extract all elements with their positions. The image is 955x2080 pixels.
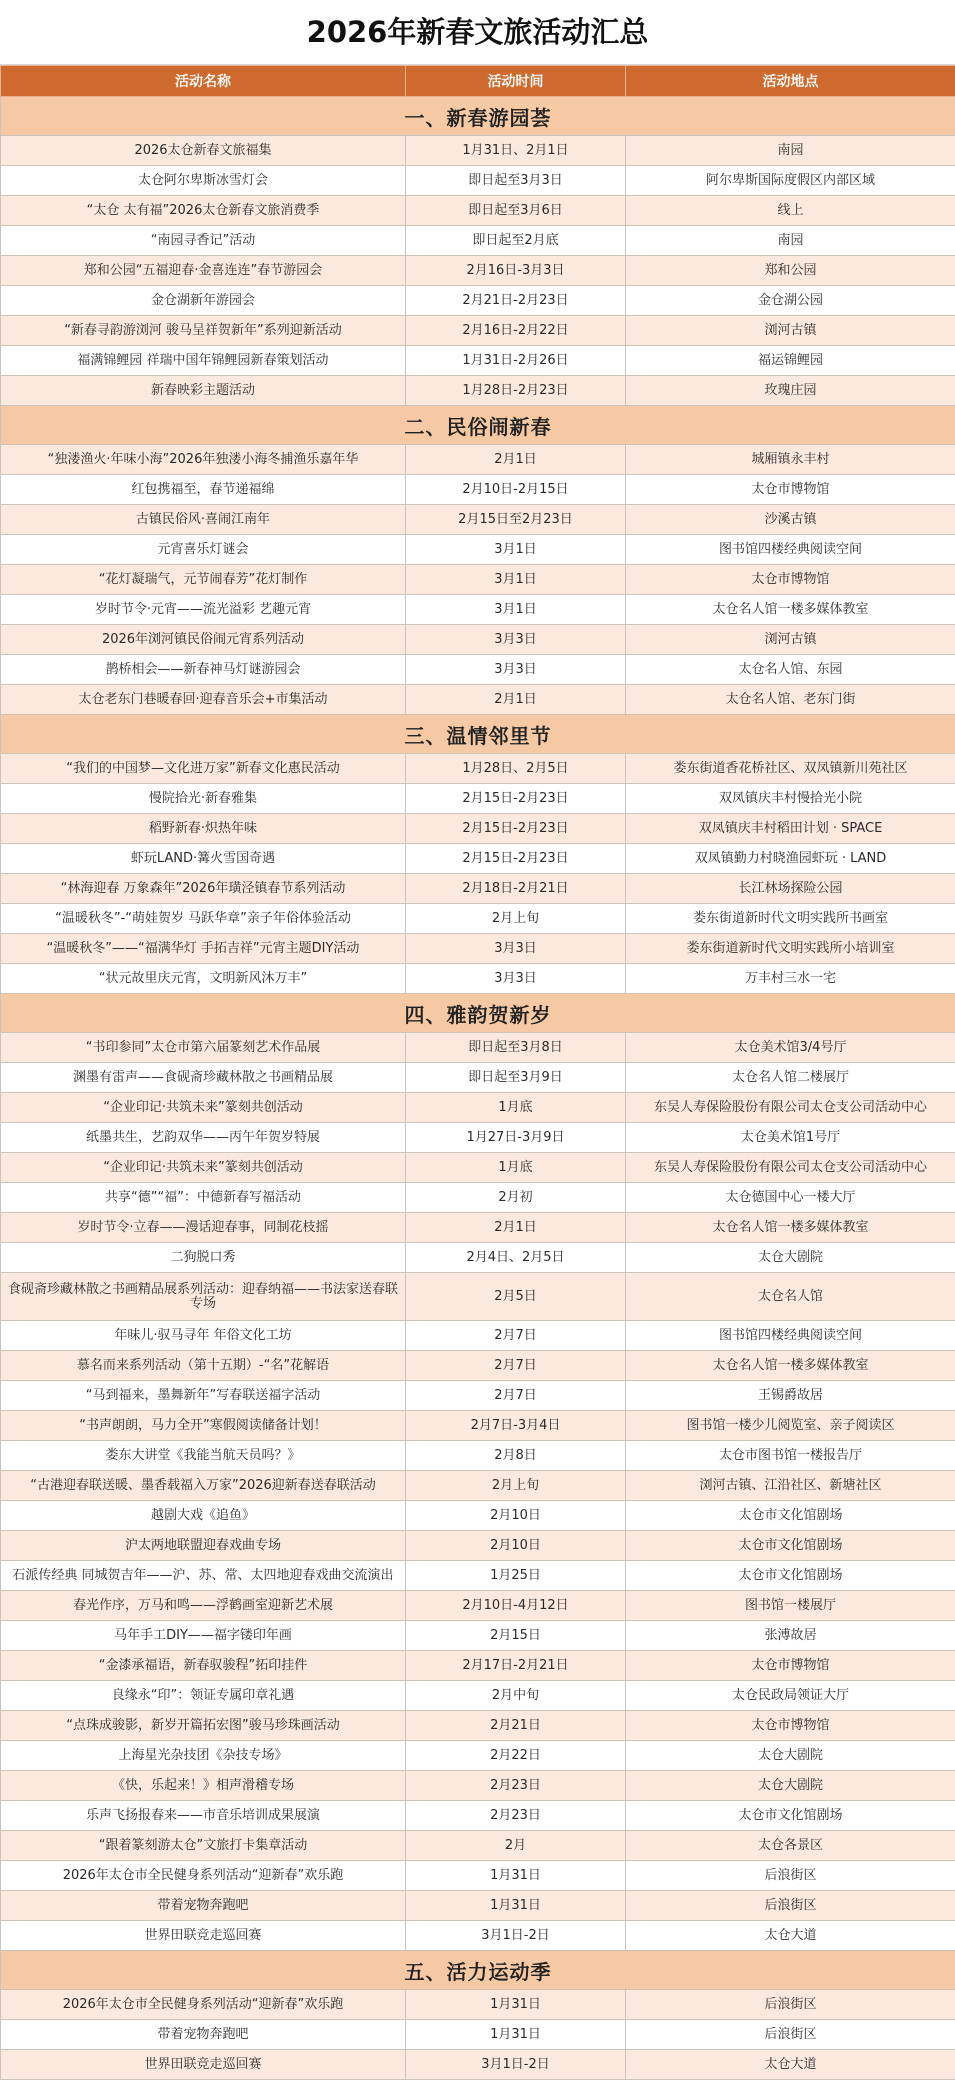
cell-activity-name: 渊墨有雷声——食砚斋珍藏林散之书画精品展 — [1, 1063, 406, 1093]
table-row — [1, 1273, 955, 1321]
cell-activity-location: 太仓市博物馆 — [626, 1711, 955, 1741]
cell-activity-location: 后浪街区 — [626, 1861, 955, 1891]
table-row — [1, 685, 955, 715]
cell-activity-name: 虾玩LAND·篝火雪国奇遇 — [1, 844, 406, 874]
table-row — [1, 1621, 955, 1651]
cell-activity-time: 2月18日-2月21日 — [406, 874, 626, 904]
cell-activity-time: 3月3日 — [406, 964, 626, 994]
cell-activity-time: 2月10日-2月15日 — [406, 475, 626, 505]
table-row — [1, 475, 955, 505]
cell-activity-time: 3月3日 — [406, 934, 626, 964]
cell-activity-location: 浏河古镇 — [626, 625, 955, 655]
cell-activity-name: “南园寻香记”活动 — [1, 226, 406, 256]
cell-activity-location: 沙溪古镇 — [626, 505, 955, 535]
table-row — [1, 1861, 955, 1891]
table-row — [1, 1501, 955, 1531]
cell-activity-location: 太仓名人馆一楼多媒体教室 — [626, 1213, 955, 1243]
table-row — [1, 1681, 955, 1711]
section-title: 五、活力运动季 — [1, 1951, 955, 1990]
cell-activity-name: 纸墨共生，艺韵双华——丙午年贺岁特展 — [1, 1123, 406, 1153]
cell-activity-time: 2月初 — [406, 1183, 626, 1213]
cell-activity-name: “新春寻韵游浏河 骏马呈祥贺新年”系列迎新活动 — [1, 316, 406, 346]
cell-activity-location: 太仓市文化馆剧场 — [626, 1501, 955, 1531]
cell-activity-location: 太仓各景区 — [626, 1831, 955, 1861]
table-row — [1, 1153, 955, 1183]
cell-activity-name: “金漆承福语，新春驭骏程”拓印挂件 — [1, 1651, 406, 1681]
cell-activity-time: 2月1日 — [406, 685, 626, 715]
page-title: 2026年新春文旅活动汇总 — [0, 0, 955, 65]
cell-activity-name: 娄东大讲堂《我能当航天员吗？》 — [1, 1441, 406, 1471]
table-row — [1, 1243, 955, 1273]
cell-activity-name: 石派传经典 同城贺吉年——沪、苏、常、太四地迎春戏曲交流演出 — [1, 1561, 406, 1591]
cell-activity-time: 3月3日 — [406, 625, 626, 655]
cell-activity-name: 世界田联竞走巡回赛 — [1, 2050, 406, 2080]
cell-activity-location: 东吴人寿保险股份有限公司太仓支公司活动中心 — [626, 1093, 955, 1123]
cell-activity-location: 长江林场探险公园 — [626, 874, 955, 904]
activity-table — [0, 65, 955, 2080]
table-row — [1, 814, 955, 844]
table-row — [1, 655, 955, 685]
cell-activity-time: 即日起至3月3日 — [406, 166, 626, 196]
cell-activity-location: 娄东街道新时代文明实践所书画室 — [626, 904, 955, 934]
cell-activity-location: 后浪街区 — [626, 2020, 955, 2050]
cell-activity-time: 2月15日-2月23日 — [406, 784, 626, 814]
cell-activity-location: 图书馆四楼经典阅读空间 — [626, 535, 955, 565]
table-row — [1, 1891, 955, 1921]
table-row — [1, 1801, 955, 1831]
cell-activity-location: 图书馆一楼少儿阅览室、亲子阅读区 — [626, 1411, 955, 1441]
cell-activity-name: “跟着篆刻游太仓”文旅打卡集章活动 — [1, 1831, 406, 1861]
cell-activity-name: “花灯凝瑞气，元节闹春芳”花灯制作 — [1, 565, 406, 595]
table-row — [1, 1063, 955, 1093]
cell-activity-location: 东吴人寿保险股份有限公司太仓支公司活动中心 — [626, 1153, 955, 1183]
cell-activity-location: 图书馆四楼经典阅读空间 — [626, 1321, 955, 1351]
cell-activity-location: 太仓大道 — [626, 2050, 955, 2080]
cell-activity-time: 2月上旬 — [406, 904, 626, 934]
cell-activity-location: 太仓大剧院 — [626, 1771, 955, 1801]
table-row — [1, 1351, 955, 1381]
cell-activity-location: 福运锦鲤园 — [626, 346, 955, 376]
cell-activity-location: 浏河古镇 — [626, 316, 955, 346]
cell-activity-location: 南园 — [626, 136, 955, 166]
cell-activity-name: 古镇民俗风·喜闹江南年 — [1, 505, 406, 535]
table-header-row — [1, 66, 955, 97]
cell-activity-time: 1月31日 — [406, 1861, 626, 1891]
cell-activity-location: 后浪街区 — [626, 1891, 955, 1921]
cell-activity-location: 太仓大剧院 — [626, 1243, 955, 1273]
cell-activity-location: 郑和公园 — [626, 256, 955, 286]
cell-activity-name: “书声朗朗，马力全开”寒假阅读储备计划！ — [1, 1411, 406, 1441]
cell-activity-location: 张溥故居 — [626, 1621, 955, 1651]
table-row — [1, 1411, 955, 1441]
table-row — [1, 1651, 955, 1681]
cell-activity-location: 线上 — [626, 196, 955, 226]
cell-activity-location: 太仓名人馆 — [626, 1273, 955, 1321]
table-row — [1, 196, 955, 226]
cell-activity-name: 马年手工DIY——福字镂印年画 — [1, 1621, 406, 1651]
cell-activity-time: 3月1日 — [406, 595, 626, 625]
cell-activity-time: 2月15日-2月23日 — [406, 814, 626, 844]
cell-activity-time: 1月31日 — [406, 1891, 626, 1921]
cell-activity-name: 乐声飞扬报春来——市音乐培训成果展演 — [1, 1801, 406, 1831]
cell-activity-time: 2月15日-2月23日 — [406, 844, 626, 874]
cell-activity-name: 鹊桥相会——新春神马灯谜游园会 — [1, 655, 406, 685]
cell-activity-name: 食砚斋珍藏林散之书画精品展系列活动：迎春纳福——书法家送春联专场 — [1, 1273, 406, 1321]
cell-activity-location: 太仓民政局领证大厅 — [626, 1681, 955, 1711]
cell-activity-time: 2月1日 — [406, 1213, 626, 1243]
cell-activity-name: 越剧大戏《追鱼》 — [1, 1501, 406, 1531]
cell-activity-time: 即日起至3月9日 — [406, 1063, 626, 1093]
cell-activity-location: 太仓名人馆二楼展厅 — [626, 1063, 955, 1093]
cell-activity-location: 后浪街区 — [626, 1990, 955, 2020]
cell-activity-time: 2月15日至2月23日 — [406, 505, 626, 535]
table-row — [1, 1213, 955, 1243]
cell-activity-time: 2月16日-2月22日 — [406, 316, 626, 346]
cell-activity-name: 2026年太仓市全民健身系列活动“迎新春”欢乐跑 — [1, 1990, 406, 2020]
table-row — [1, 874, 955, 904]
table-row — [1, 256, 955, 286]
cell-activity-name: “书印参同”太仓市第六届篆刻艺术作品展 — [1, 1033, 406, 1063]
cell-activity-location: 太仓市博物馆 — [626, 1651, 955, 1681]
cell-activity-time: 3月1日-2日 — [406, 1921, 626, 1951]
table-row — [1, 1471, 955, 1501]
cell-activity-time: 2月23日 — [406, 1771, 626, 1801]
cell-activity-name: 慕名而来系列活动（第十五期）-“名”花解语 — [1, 1351, 406, 1381]
table-row — [1, 934, 955, 964]
cell-activity-name: 太仓老东门巷暖春回·迎春音乐会+市集活动 — [1, 685, 406, 715]
table-row — [1, 2020, 955, 2050]
cell-activity-time: 2月7日 — [406, 1381, 626, 1411]
table-row — [1, 1183, 955, 1213]
header-activity-name: 活动名称 — [1, 66, 406, 97]
section-title: 一、新春游园荟 — [1, 97, 955, 136]
cell-activity-name: 带着宠物奔跑吧 — [1, 2020, 406, 2050]
cell-activity-time: 3月1日 — [406, 535, 626, 565]
cell-activity-name: “独溇渔火·年味小海”2026年独溇小海冬捕渔乐嘉年华 — [1, 445, 406, 475]
cell-activity-time: 2月17日-2月21日 — [406, 1651, 626, 1681]
cell-activity-name: “温暖秋冬”-“萌娃贺岁 马跃华章”亲子年俗体验活动 — [1, 904, 406, 934]
table-row — [1, 505, 955, 535]
cell-activity-location: 太仓市文化馆剧场 — [626, 1561, 955, 1591]
cell-activity-time: 即日起至3月8日 — [406, 1033, 626, 1063]
cell-activity-name: 岁时节令·立春——漫话迎春事，同制花枝摇 — [1, 1213, 406, 1243]
cell-activity-location: 太仓名人馆、老东门街 — [626, 685, 955, 715]
cell-activity-name: 岁时节令·元宵——流光溢彩 艺趣元宵 — [1, 595, 406, 625]
section-title: 四、雅韵贺新岁 — [1, 994, 955, 1033]
table-row — [1, 2050, 955, 2080]
cell-activity-name: 年味儿·驭马寻年 年俗文化工坊 — [1, 1321, 406, 1351]
cell-activity-time: 1月底 — [406, 1153, 626, 1183]
cell-activity-location: 南园 — [626, 226, 955, 256]
cell-activity-name: 太仓阿尔卑斯冰雪灯会 — [1, 166, 406, 196]
cell-activity-time: 2月上旬 — [406, 1471, 626, 1501]
table-row — [1, 286, 955, 316]
table-row — [1, 1990, 955, 2020]
cell-activity-time: 3月1日-2日 — [406, 2050, 626, 2080]
cell-activity-name: “古港迎春联送暖、墨香载福入万家”2026迎新春送春联活动 — [1, 1471, 406, 1501]
table-row — [1, 1921, 955, 1951]
table-row — [1, 316, 955, 346]
cell-activity-name: “马到福来，墨舞新年”写春联送福字活动 — [1, 1381, 406, 1411]
table-row — [1, 1711, 955, 1741]
table-row — [1, 1321, 955, 1351]
cell-activity-name: “企业印记·共筑未来”篆刻共创活动 — [1, 1093, 406, 1123]
table-row — [1, 136, 955, 166]
cell-activity-time: 2月 — [406, 1831, 626, 1861]
cell-activity-time: 2月7日 — [406, 1351, 626, 1381]
table-row — [1, 565, 955, 595]
table-row — [1, 1561, 955, 1591]
table-row — [1, 1741, 955, 1771]
cell-activity-time: 1月31日 — [406, 2020, 626, 2050]
cell-activity-name: 红包携福至，春节递福绵 — [1, 475, 406, 505]
table-row — [1, 784, 955, 814]
cell-activity-location: 太仓市博物馆 — [626, 475, 955, 505]
cell-activity-location: 太仓名人馆一楼多媒体教室 — [626, 595, 955, 625]
cell-activity-time: 2月10日-4月12日 — [406, 1591, 626, 1621]
cell-activity-time: 1月25日 — [406, 1561, 626, 1591]
cell-activity-location: 娄东街道香花桥社区、双凤镇新川苑社区 — [626, 754, 955, 784]
cell-activity-name: “林海迎春 万象森年”2026年璜泾镇春节系列活动 — [1, 874, 406, 904]
cell-activity-name: 上海星光杂技团《杂技专场》 — [1, 1741, 406, 1771]
cell-activity-location: 太仓德国中心一楼大厅 — [626, 1183, 955, 1213]
cell-activity-name: 二狗脱口秀 — [1, 1243, 406, 1273]
cell-activity-name: 2026年浏河镇民俗闹元宵系列活动 — [1, 625, 406, 655]
header-activity-location: 活动地点 — [626, 66, 955, 97]
table-row — [1, 625, 955, 655]
table-row — [1, 1831, 955, 1861]
cell-activity-time: 1月28日-2月23日 — [406, 376, 626, 406]
cell-activity-time: 1月31日、2月1日 — [406, 136, 626, 166]
cell-activity-name: “状元故里庆元宵，文明新风沐万丰” — [1, 964, 406, 994]
cell-activity-time: 3月3日 — [406, 655, 626, 685]
table-row — [1, 1441, 955, 1471]
cell-activity-name: “太仓 太有福”2026太仓新春文旅消费季 — [1, 196, 406, 226]
cell-activity-location: 双凤镇勤力村晓渔园虾玩 · LAND — [626, 844, 955, 874]
table-row — [1, 1123, 955, 1153]
cell-activity-time: 2月中旬 — [406, 1681, 626, 1711]
cell-activity-location: 太仓市图书馆一楼报告厅 — [626, 1441, 955, 1471]
cell-activity-name: 沪太两地联盟迎春戏曲专场 — [1, 1531, 406, 1561]
cell-activity-time: 即日起至2月底 — [406, 226, 626, 256]
cell-activity-time: 1月31日 — [406, 1990, 626, 2020]
table-row — [1, 1531, 955, 1561]
cell-activity-name: 《快，乐起来！》相声滑稽专场 — [1, 1771, 406, 1801]
cell-activity-location: 太仓美术馆1号厅 — [626, 1123, 955, 1153]
cell-activity-time: 2月21日-2月23日 — [406, 286, 626, 316]
cell-activity-name: 2026年太仓市全民健身系列活动“迎新春”欢乐跑 — [1, 1861, 406, 1891]
table-row — [1, 595, 955, 625]
cell-activity-name: “温暖秋冬”——“福满华灯 手拓吉祥”元宵主题DIY活动 — [1, 934, 406, 964]
cell-activity-name: 2026太仓新春文旅福集 — [1, 136, 406, 166]
cell-activity-time: 2月4日、2月5日 — [406, 1243, 626, 1273]
table-row — [1, 904, 955, 934]
cell-activity-location: 太仓市文化馆剧场 — [626, 1801, 955, 1831]
header-activity-time: 活动时间 — [406, 66, 626, 97]
cell-activity-time: 2月10日 — [406, 1531, 626, 1561]
section-header-row — [1, 406, 955, 445]
table-row — [1, 844, 955, 874]
cell-activity-name: 世界田联竞走巡回赛 — [1, 1921, 406, 1951]
cell-activity-name: 稻野新春·炽热年味 — [1, 814, 406, 844]
table-row — [1, 1033, 955, 1063]
cell-activity-time: 2月21日 — [406, 1711, 626, 1741]
cell-activity-time: 3月1日 — [406, 565, 626, 595]
cell-activity-time: 1月27日-3月9日 — [406, 1123, 626, 1153]
cell-activity-time: 1月底 — [406, 1093, 626, 1123]
cell-activity-time: 2月23日 — [406, 1801, 626, 1831]
section-title: 二、民俗闹新春 — [1, 406, 955, 445]
cell-activity-time: 2月1日 — [406, 445, 626, 475]
cell-activity-time: 2月5日 — [406, 1273, 626, 1321]
cell-activity-time: 1月28日、2月5日 — [406, 754, 626, 784]
table-row — [1, 376, 955, 406]
table-row — [1, 445, 955, 475]
table-row — [1, 754, 955, 784]
cell-activity-location: 太仓大道 — [626, 1921, 955, 1951]
cell-activity-time: 即日起至3月6日 — [406, 196, 626, 226]
cell-activity-name: 福满锦鲤园 祥瑞中国年锦鲤园新春策划活动 — [1, 346, 406, 376]
table-row — [1, 535, 955, 565]
cell-activity-location: 太仓市博物馆 — [626, 565, 955, 595]
cell-activity-time: 2月15日 — [406, 1621, 626, 1651]
cell-activity-location: 太仓美术馆3/4号厅 — [626, 1033, 955, 1063]
cell-activity-name: 新春映彩主题活动 — [1, 376, 406, 406]
cell-activity-location: 浏河古镇、江沿社区、新塘社区 — [626, 1471, 955, 1501]
cell-activity-time: 2月10日 — [406, 1501, 626, 1531]
cell-activity-time: 2月22日 — [406, 1741, 626, 1771]
cell-activity-name: 共享“德”“福”：中德新春写福活动 — [1, 1183, 406, 1213]
table-row — [1, 166, 955, 196]
table-row — [1, 1381, 955, 1411]
cell-activity-location: 太仓市文化馆剧场 — [626, 1531, 955, 1561]
cell-activity-location: 阿尔卑斯国际度假区内部区域 — [626, 166, 955, 196]
cell-activity-location: 娄东街道新时代文明实践所小培训室 — [626, 934, 955, 964]
cell-activity-location: 双凤镇庆丰村稻田计划 · SPACE — [626, 814, 955, 844]
cell-activity-name: “点珠成骏影，新岁开篇拓宏图”骏马珍珠画活动 — [1, 1711, 406, 1741]
cell-activity-time: 2月16日-3月3日 — [406, 256, 626, 286]
cell-activity-location: 万丰村三水一宅 — [626, 964, 955, 994]
cell-activity-location: 玫瑰庄园 — [626, 376, 955, 406]
cell-activity-location: 图书馆一楼展厅 — [626, 1591, 955, 1621]
cell-activity-name: 春光作序，万马和鸣——浮鹤画室迎新艺术展 — [1, 1591, 406, 1621]
table-row — [1, 346, 955, 376]
cell-activity-location: 双凤镇庆丰村慢拾光小院 — [626, 784, 955, 814]
cell-activity-name: “我们的中国梦—文化进万家”新春文化惠民活动 — [1, 754, 406, 784]
cell-activity-location: 太仓名人馆一楼多媒体教室 — [626, 1351, 955, 1381]
cell-activity-name: “企业印记·共筑未来”篆刻共创活动 — [1, 1153, 406, 1183]
cell-activity-name: 郑和公园“五福迎春·金喜连连”春节游园会 — [1, 256, 406, 286]
section-header-row — [1, 1951, 955, 1990]
cell-activity-name: 带着宠物奔跑吧 — [1, 1891, 406, 1921]
cell-activity-location: 王锡爵故居 — [626, 1381, 955, 1411]
table-row — [1, 1591, 955, 1621]
cell-activity-location: 太仓大剧院 — [626, 1741, 955, 1771]
cell-activity-name: 元宵喜乐灯谜会 — [1, 535, 406, 565]
section-header-row — [1, 994, 955, 1033]
section-header-row — [1, 97, 955, 136]
section-title: 三、温情邻里节 — [1, 715, 955, 754]
table-row — [1, 1093, 955, 1123]
table-row — [1, 1771, 955, 1801]
cell-activity-time: 2月7日 — [406, 1321, 626, 1351]
table-body — [1, 97, 955, 2080]
section-header-row — [1, 715, 955, 754]
table-row — [1, 226, 955, 256]
cell-activity-location: 城厢镇永丰村 — [626, 445, 955, 475]
cell-activity-location: 金仓湖公园 — [626, 286, 955, 316]
cell-activity-time: 2月8日 — [406, 1441, 626, 1471]
table-row — [1, 964, 955, 994]
cell-activity-name: 慢院拾光·新春雅集 — [1, 784, 406, 814]
cell-activity-name: 良缘永“印”：领证专属印章礼遇 — [1, 1681, 406, 1711]
cell-activity-name: 金仓湖新年游园会 — [1, 286, 406, 316]
cell-activity-location: 太仓名人馆、东园 — [626, 655, 955, 685]
cell-activity-time: 2月7日-3月4日 — [406, 1411, 626, 1441]
cell-activity-time: 1月31日-2月26日 — [406, 346, 626, 376]
